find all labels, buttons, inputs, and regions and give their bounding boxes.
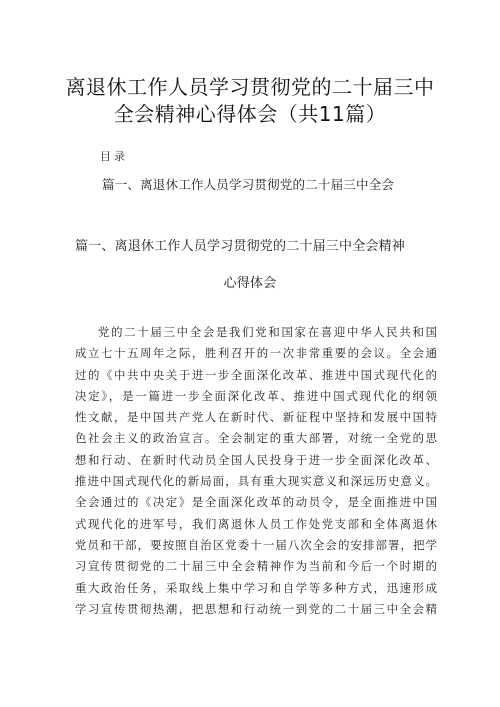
body-line: 习宣传贯彻党的二十届三中全会精神作为当前和今后一个时期的 — [75, 559, 437, 574]
section-title-line-1: 篇一、离退休工作人员学习贯彻党的二十届三中全会精神 — [75, 239, 406, 254]
document-title-line-1: 离退休工作人员学习贯彻党的二十届三中 — [65, 75, 435, 99]
body-line: 学习宣传贯彻热潮，把思想和行动统一到党的二十届三中全会精 — [75, 601, 437, 616]
toc-item-1[interactable]: 篇一、离退休工作人员学习贯彻党的二十届三中全会 — [102, 177, 395, 192]
body-line: 想和行动、在新时代动员全国人民投身于进一步全面深化改革、 — [75, 452, 437, 467]
section-title-line-2: 心得体会 — [223, 276, 277, 291]
body-line: 全会通过的《决定》是全面深化改革的动员令，是全面推进中国 — [75, 495, 437, 510]
body-paragraph — [75, 322, 437, 620]
body-line: 成立七十五周年之际，胜利召开的一次非常重要的会议。全会通 — [75, 346, 437, 361]
body-line: 式现代化的进军号，我们离退休人员工作处党支部和全体离退休 — [75, 516, 437, 531]
body-line: 决定》，是一篇进一步全面深化改革、推进中国式现代化的纲领 — [75, 388, 437, 403]
document-title-line-2: 全会精神心得体会（共11篇） — [113, 102, 387, 126]
body-line: 色社会主义的政治宣言。全会制定的重大部署，对统一全党的思 — [75, 431, 437, 446]
body-line: 过的《中共中央关于进一步全面深化改革、推进中国式现代化的 — [75, 367, 437, 382]
toc-label: 目录 — [100, 150, 128, 163]
body-line: 党员和干部，要按照自治区党委十一届八次全会的安排部署，把学 — [75, 537, 437, 552]
body-line: 党的二十届三中全会是我们党和国家在喜迎中华人民共和国 — [98, 325, 437, 339]
body-line: 重大政治任务，采取线上集中学习和自学等多种方式，迅速形成 — [75, 580, 437, 595]
body-line: 性文献，是中国共产党人在新时代、新征程中坚持和发展中国特 — [75, 410, 437, 425]
body-line: 推进中国式现代化的新局面，具有重大现实意义和深远历史意义。 — [75, 474, 437, 489]
